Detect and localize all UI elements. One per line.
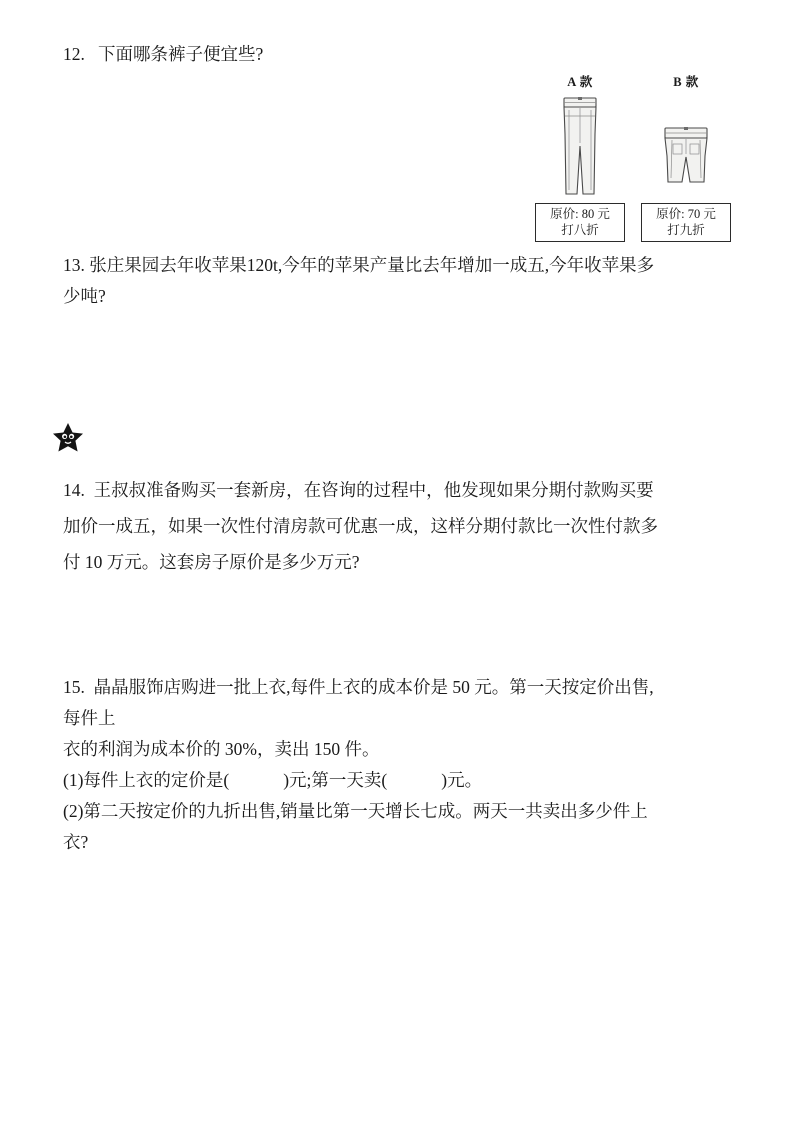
long-pants-icon	[535, 94, 625, 198]
product-b-price-box	[641, 203, 731, 242]
question-14-line-3: 付 10 万元。这套房子原价是多少万元?	[63, 552, 360, 572]
product-a	[535, 72, 625, 242]
product-b-discount: 打九折	[667, 223, 705, 237]
question-15	[63, 672, 723, 858]
question-15-sub-2-line-2: 衣?	[63, 832, 89, 852]
product-b	[641, 72, 731, 242]
question-15-line-1: 15. 晶晶服饰店购进一批上衣,每件上衣的成本价是 50 元。第一天按定价出售,	[63, 677, 654, 697]
product-b-original-price: 原价: 70 元	[656, 207, 716, 221]
product-a-label: A 款	[567, 75, 593, 89]
product-a-discount: 打八折	[561, 223, 599, 237]
pants-figure-group	[530, 72, 731, 242]
question-15-sub-1: (1)每件上衣的定价是( )元;第一天卖( )元。	[63, 770, 483, 790]
question-13-number: 13.	[63, 255, 85, 275]
product-b-label: B 款	[673, 75, 699, 89]
question-12-text: 下面哪条裤子便宜些?	[98, 44, 264, 64]
question-15-line-3: 衣的利润为成本价的 30%，卖出 150 件。	[63, 739, 380, 759]
section-header	[51, 422, 731, 454]
question-13-line-2: 少吨?	[63, 286, 106, 306]
star-icon	[51, 422, 85, 454]
question-13	[63, 250, 708, 312]
question-14-number: 14.	[63, 480, 85, 500]
question-12-number: 12.	[63, 44, 85, 64]
question-15-number: 15.	[63, 677, 85, 697]
question-12	[63, 40, 731, 236]
question-15-sub-2-line-1: (2)第二天按定价的九折出售,销量比第一天增长七成。两天一共卖出多少件上	[63, 801, 648, 821]
question-14-line-1: 14. 王叔叔准备购买一套新房，在咨询的过程中，他发现如果分期付款购买要	[63, 480, 654, 500]
product-a-price-box	[535, 203, 625, 242]
page-content	[63, 40, 731, 858]
short-pants-icon	[641, 94, 731, 198]
question-15-line-2: 每件上	[63, 708, 116, 728]
question-13-line-1: 张庄果园去年收苹果120t,今年的苹果产量比去年增加一成五,今年收苹果多	[89, 255, 655, 275]
question-14	[63, 472, 718, 580]
product-a-original-price: 原价: 80 元	[550, 207, 610, 221]
question-14-line-2: 加价一成五，如果一次性付清房款可优惠一成，这样分期付款比一次性付款多	[63, 516, 658, 536]
question-12-prompt	[63, 40, 731, 68]
